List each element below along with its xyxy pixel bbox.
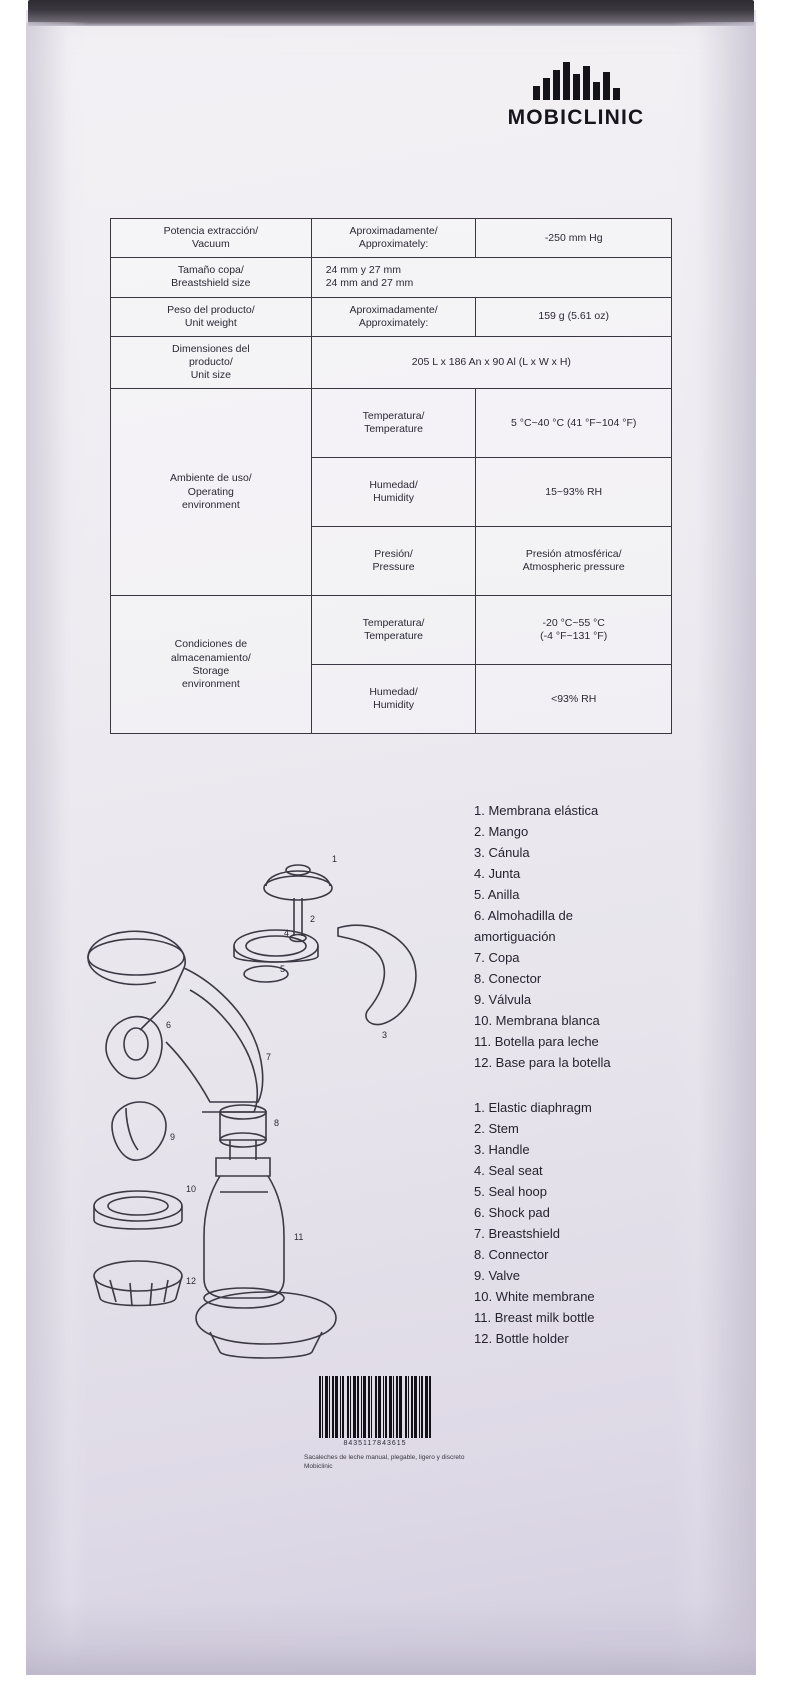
part-handle-icon	[338, 925, 416, 1024]
table-row	[111, 219, 672, 258]
callout-4: 4	[284, 928, 290, 938]
list-item: 2. Mango	[474, 824, 529, 839]
spec-name-storage-temperature: Temperatura/ Temperature	[311, 596, 476, 665]
list-item: 6. Almohadilla de	[474, 908, 574, 923]
list-item: 11. Botella para leche	[474, 1034, 599, 1049]
spec-label-unitsize: Dimensiones del producto/ Unit size	[111, 336, 312, 388]
barcode-caption	[282, 1453, 468, 1471]
table-row	[111, 297, 672, 336]
part-valve-icon	[112, 1102, 166, 1160]
spec-mid-vacuum: Aproximadamente/ Approximately:	[311, 219, 476, 258]
spec-value-unitsize: 205 L x 186 An x 90 Al (L x W x H)	[311, 336, 671, 388]
callout-12: 12	[186, 1276, 197, 1286]
spec-value-storage-temperature: -20 °C~55 °C (-4 °F~131 °F)	[476, 596, 672, 665]
part-connector-icon	[220, 1105, 266, 1160]
parts-list-spanish	[474, 800, 704, 1073]
spec-label-weight: Peso del producto/ Unit weight	[111, 297, 312, 336]
table-row	[111, 596, 672, 665]
callout-5: 5	[280, 964, 286, 974]
spec-value-operating-pressure: Presión atmosférica/ Atmospheric pressure	[476, 527, 672, 596]
list-item: 12. Base para la botella	[474, 1055, 611, 1070]
callout-8: 8	[274, 1118, 280, 1128]
callout-2: 2	[310, 914, 316, 924]
list-item: 1. Elastic diaphragm	[474, 1100, 592, 1115]
table-row	[111, 389, 672, 458]
brand-bars-icon	[476, 60, 676, 100]
spec-name-operating-temperature: Temperatura/ Temperature	[311, 389, 476, 458]
list-item: 5. Anilla	[474, 887, 520, 902]
list-item: 9. Valve	[474, 1268, 521, 1283]
list-item: 4. Junta	[474, 866, 521, 881]
spec-value-operating-humidity: 15~93% RH	[476, 458, 672, 527]
callout-7: 7	[266, 1052, 272, 1062]
barcode-icon	[282, 1376, 468, 1438]
callout-9: 9	[170, 1132, 176, 1142]
brand-name: MOBICLINIC	[507, 106, 645, 129]
list-item: 11. Breast milk bottle	[474, 1310, 595, 1325]
barcode-number: 8435117843615	[343, 1440, 407, 1447]
part-shock-pad-icon	[106, 1017, 162, 1079]
callout-1: 1	[332, 854, 338, 864]
table-row	[111, 258, 672, 297]
list-item: 9. Válvula	[474, 992, 532, 1007]
list-item: 2. Stem	[474, 1121, 519, 1136]
spec-mid-weight: Aproximadamente/ Approximately:	[311, 297, 476, 336]
part-stem-icon	[290, 898, 306, 942]
table-row	[111, 336, 672, 388]
spec-value-weight: 159 g (5.61 oz)	[476, 297, 672, 336]
list-item: 8. Connector	[474, 1247, 549, 1262]
list-item: 6. Shock pad	[474, 1205, 550, 1220]
spec-value-breastshield: 24 mm y 27 mm 24 mm and 27 mm	[311, 258, 671, 297]
carton-bottom-shadow	[26, 1600, 756, 1675]
part-white-membrane-icon	[94, 1191, 182, 1229]
spec-label-vacuum: Potencia extracción/ Vacuum	[111, 219, 312, 258]
part-milk-bottle-icon	[204, 1158, 284, 1308]
brand-logo	[476, 60, 676, 130]
part-breastshield-icon	[88, 931, 263, 1102]
list-item: amortiguación	[474, 929, 556, 944]
barcode-block	[282, 1376, 468, 1471]
list-item: 5. Seal hoop	[474, 1184, 548, 1199]
spec-name-operating-humidity: Humedad/ Humidity	[311, 458, 476, 527]
spec-name-operating-pressure: Presión/ Pressure	[311, 527, 476, 596]
list-item: 10. White membrane	[474, 1289, 595, 1304]
part-breastshield-secondary-icon	[190, 990, 257, 1112]
list-item: 3. Handle	[474, 1142, 530, 1157]
specification-table	[110, 218, 672, 734]
parts-list-english	[474, 1097, 704, 1349]
part-seal-seat-icon	[234, 930, 318, 962]
barcode-caption-line: Sacaleches de leche manual, plegable, ligero y discreto	[304, 1454, 465, 1461]
list-item: 7. Copa	[474, 950, 520, 965]
list-item: 12. Bottle holder	[474, 1331, 569, 1346]
spec-value-operating-temperature: 5 °C~40 °C (41 °F~104 °F)	[476, 389, 672, 458]
list-item: 1. Membrana elástica	[474, 803, 599, 818]
callout-6: 6	[166, 1020, 172, 1030]
spec-label-operating-environment: Ambiente de uso/ Operating environment	[111, 389, 312, 596]
carton-top-edge	[28, 0, 754, 26]
spec-label-breastshield: Tamaño copa/ Breastshield size	[111, 258, 312, 297]
spec-value-storage-humidity: <93% RH	[476, 665, 672, 734]
list-item: 3. Cánula	[474, 845, 530, 860]
callout-10: 10	[186, 1184, 197, 1194]
spec-label-storage-environment: Condiciones de almacenamiento/ Storage environment	[111, 596, 312, 734]
list-item: 10. Membrana blanca	[474, 1013, 600, 1028]
callout-11: 11	[294, 1232, 304, 1242]
list-item: 4. Seal seat	[474, 1163, 543, 1178]
exploded-parts-diagram	[70, 840, 470, 1380]
barcode-caption-line: Mobiclinic	[304, 1463, 333, 1470]
callout-3: 3	[382, 1030, 388, 1040]
list-item: 8. Conector	[474, 971, 542, 986]
part-bottle-holder-icon	[94, 1261, 336, 1358]
spec-value-vacuum: -250 mm Hg	[476, 219, 672, 258]
part-elastic-diaphragm-icon	[264, 865, 332, 900]
list-item: 7. Breastshield	[474, 1226, 560, 1241]
spec-name-storage-humidity: Humedad/ Humidity	[311, 665, 476, 734]
